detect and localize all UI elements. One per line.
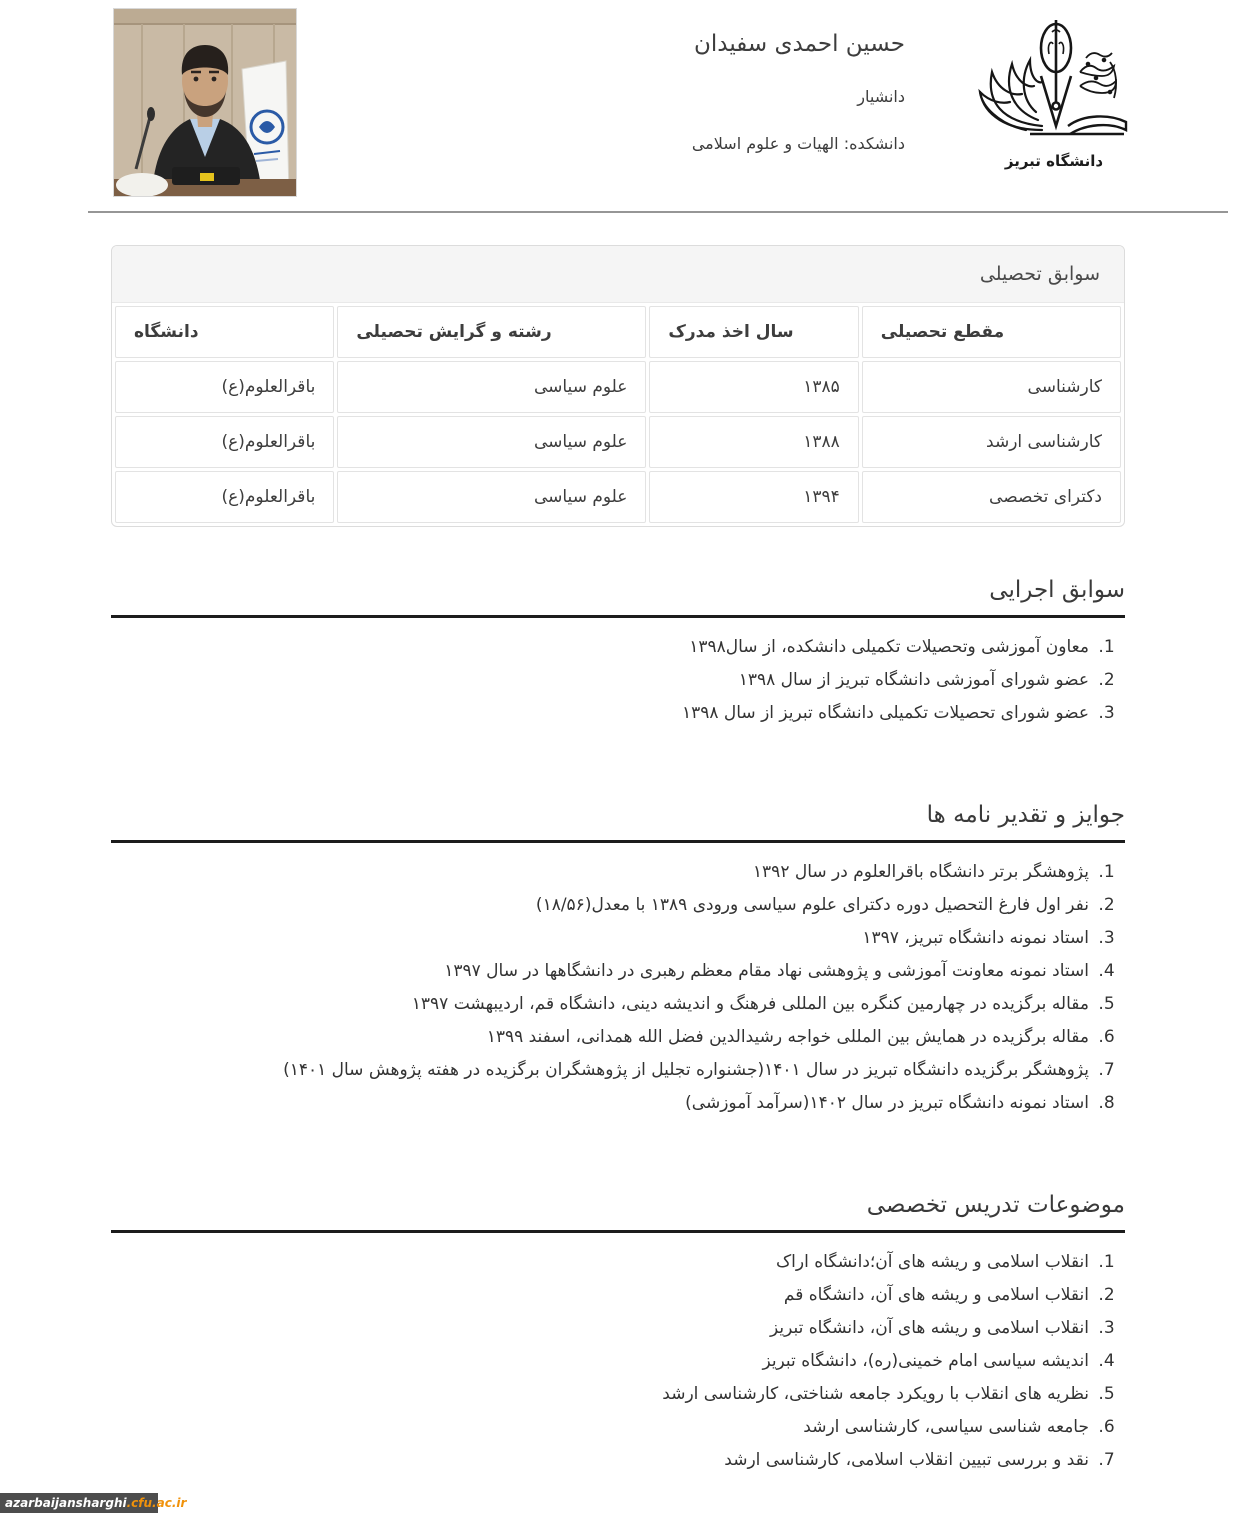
content <box>111 245 1125 1471</box>
list-item: 7. پژوهشگر برگزیده دانشگاه تبریز در سال ۱۴۰۱(جشنواره تجلیل از پژوهشگران برگزیده در هفته پژوهش سال ۱۴۰۱) <box>111 1059 1093 1081</box>
table-cell: ۱۳۸۵ <box>649 361 858 413</box>
education-panel-title: سوابق تحصیلی <box>112 246 1124 303</box>
table-row <box>115 471 1121 523</box>
table-cell: ۱۳۸۸ <box>649 416 858 468</box>
table-cell: کارشناسی <box>862 361 1121 413</box>
list-item: 4. اندیشه سیاسی امام خمینی(ره)، دانشگاه تبریز <box>111 1350 1093 1372</box>
section-title: موضوعات تدریس تخصصی <box>866 1192 1125 1218</box>
list-item: 7. نقد و بررسی تبیین انقلاب اسلامی، کارشناسی ارشد <box>111 1449 1093 1471</box>
list-item: 6. جامعه شناسی سیاسی، کارشناسی ارشد <box>111 1416 1093 1438</box>
table-cell: علوم سیاسی <box>337 416 646 468</box>
section-list <box>111 1251 1125 1471</box>
university-name: دانشگاه تبریز <box>1004 152 1104 170</box>
person-info <box>692 28 905 154</box>
list-item: 2. عضو شورای آموزشی دانشگاه تبریز از سال ۱۳۹۸ <box>111 669 1093 691</box>
section-title: جوایز و تقدیر نامه ها <box>926 802 1125 828</box>
university-logo-icon <box>968 14 1140 150</box>
table-cell: علوم سیاسی <box>337 361 646 413</box>
list-item: 2. انقلاب اسلامی و ریشه های آن، دانشگاه قم <box>111 1284 1093 1306</box>
table-row <box>115 416 1121 468</box>
table-cell: دکترای تخصصی <box>862 471 1121 523</box>
watermark-domain: .cfu.ac.ir <box>126 1496 187 1510</box>
section-list <box>111 861 1125 1114</box>
list-item: 3. انقلاب اسلامی و ریشه های آن، دانشگاه تبریز <box>111 1317 1093 1339</box>
list-item: 5. مقاله برگزیده در چهارمین کنگره بین المللی فرهنگ و اندیشه دینی، دانشگاه قم، اردیبهشت ۱۳۹۷ <box>111 993 1093 1015</box>
table-cell: علوم سیاسی <box>337 471 646 523</box>
university-logo-box <box>968 14 1140 170</box>
table-cell: کارشناسی ارشد <box>862 416 1121 468</box>
list-item: 1. پژوهشگر برتر دانشگاه باقرالعلوم در سال ۱۳۹۲ <box>111 861 1093 883</box>
list-item: 1. انقلاب اسلامی و ریشه های آن؛دانشگاه اراک <box>111 1251 1093 1273</box>
profile-photo <box>113 8 297 197</box>
section-divider <box>111 615 1125 618</box>
person-faculty: دانشکده: الهیات و علوم اسلامی <box>691 134 905 153</box>
education-table-body <box>115 361 1121 523</box>
list-item: 2. نفر اول فارغ التحصیل دوره دکترای علوم سیاسی ورودی ۱۳۸۹ با معدل(۱۸/۵۶) <box>111 894 1093 916</box>
profile-photo-image <box>114 9 296 196</box>
list-item: 5. نظریه های انقلاب با رویکرد جامعه شناختی، کارشناسی ارشد <box>111 1383 1093 1405</box>
list-item: 4. استاد نمونه معاونت آموزشی و پژوهشی نهاد مقام معظم رهبری در دانشگاهها در سال ۱۳۹۷ <box>111 960 1093 982</box>
section-divider <box>111 1230 1125 1233</box>
section-teaching-topics <box>111 1192 1125 1471</box>
education-table <box>112 303 1124 526</box>
list-item: 3. عضو شورای تحصیلات تکمیلی دانشگاه تبریز از سال ۱۳۹۸ <box>111 702 1093 724</box>
section-list <box>111 636 1125 724</box>
site-watermark <box>0 1493 187 1513</box>
person-name: حسین احمدی سفیدان <box>694 31 905 57</box>
table-header-cell: دانشگاه <box>115 306 334 358</box>
list-item: 1. معاون آموزشی وتحصیلات تکمیلی دانشکده، از سال۱۳۹۸ <box>111 636 1093 658</box>
list-item: 8. استاد نمونه دانشگاه تبریز در سال ۱۴۰۲(سرآمد آموزشی) <box>111 1092 1093 1114</box>
table-header-cell: سال اخذ مدرک <box>649 306 858 358</box>
list-item: 3. استاد نمونه دانشگاه تبریز، ۱۳۹۷ <box>111 927 1093 949</box>
list-item: 6. مقاله برگزیده در همایش بین المللی خواجه رشیدالدین فضل الله همدانی، اسفند ۱۳۹۹ <box>111 1026 1093 1048</box>
table-cell: باقرالعلوم(ع) <box>115 361 334 413</box>
section-divider <box>111 840 1125 843</box>
page-header <box>88 0 1228 213</box>
table-cell: باقرالعلوم(ع) <box>115 471 334 523</box>
table-row <box>115 361 1121 413</box>
table-header-cell: رشته و گرایش تحصیلی <box>337 306 646 358</box>
watermark-site: azarbaijansharghi <box>5 1496 127 1510</box>
education-table-header-row <box>115 306 1121 358</box>
table-cell: ۱۳۹۴ <box>649 471 858 523</box>
person-rank: دانشیار <box>857 87 905 106</box>
section-executive-records <box>111 577 1125 724</box>
table-cell: باقرالعلوم(ع) <box>115 416 334 468</box>
section-awards <box>111 802 1125 1114</box>
education-panel <box>111 245 1125 527</box>
table-header-cell: مقطع تحصیلی <box>862 306 1121 358</box>
section-title: سوابق اجرایی <box>989 577 1125 603</box>
